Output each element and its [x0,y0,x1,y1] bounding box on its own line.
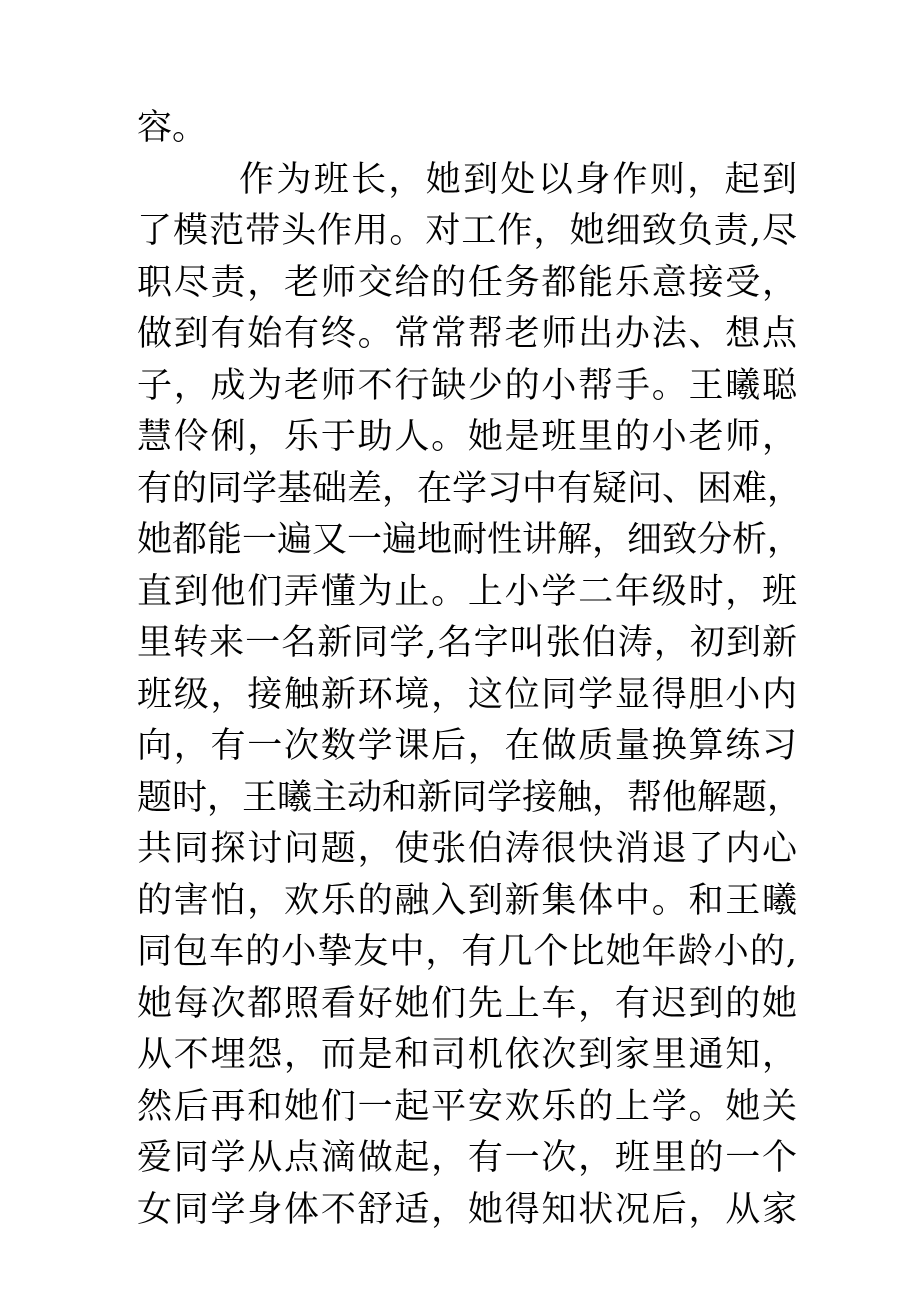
body-text [137,103,803,1236]
text-line: 里转来一名新同学,名字叫张伯涛，初到新 [137,623,797,663]
text-line: 有的同学基础差，在学习中有疑问、困难， [137,468,803,509]
text-line: 子，成为老师不行缺少的小帮手。王曦聪 [137,365,797,406]
text-line: 她都能一遍又一遍地耐性讲解，细致分析， [137,520,803,560]
text-line: 题时，王曦主动和新同学接触，帮他解题， [137,777,803,818]
text-line: 直到他们弄懂为止。上小学二年级时，班 [137,571,797,612]
paragraph-first-line: 作为班长，她到处以身作则，起到 [239,159,797,200]
text-line: 了模范带头作用。对工作，她细致负责,尽 [137,211,797,251]
text-line: 共同探讨问题，使张伯涛很快消退了内心 [137,829,797,869]
text-line: 容。 [137,108,208,148]
text-line: 从不埋怨，而是和司机依次到家里通知， [137,1035,797,1075]
text-line: 同包车的小挚友中，有几个比她年龄小的, [137,932,797,972]
text-line: 慧伶俐，乐于助人。她是班里的小老师， [137,417,797,457]
text-line: 的害怕，欢乐的融入到新集体中。和王曦 [137,880,797,921]
text-line: 做到有始有终。常常帮老师出办法、想点 [137,314,797,354]
text-line: 职尽责，老师交给的任务都能乐意接受， [137,262,797,303]
text-line: 向，有一次数学课后，在做质量换算练习 [137,726,797,766]
text-line: 她每次都照看好她们先上车，有迟到的她 [137,983,797,1024]
text-line: 爱同学从点滴做起，有一次，班里的一个 [137,1138,797,1178]
text-line: 班级，接触新环境，这位同学显得胆小内 [137,674,797,715]
text-line: 女同学身体不舒适，她得知状况后，从家 [137,1189,797,1230]
text-line: 然后再和她们一起平安欢乐的上学。她关 [137,1086,797,1127]
